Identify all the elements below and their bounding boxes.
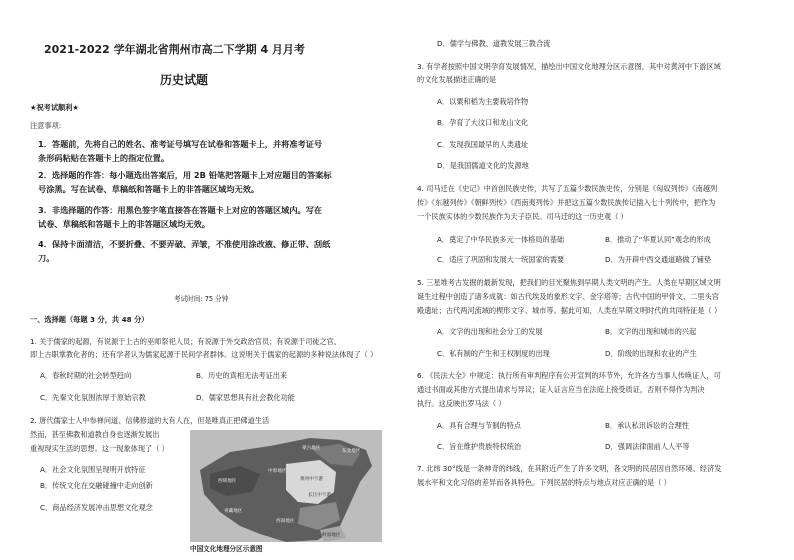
q2-option-d: D．儒学与佛教、道教发展三教合流	[437, 39, 551, 48]
exam-time: 考试时间: 75 分钟	[174, 295, 229, 303]
q1-option-a: A．春秋时期的社会转型趋向	[40, 371, 132, 380]
q6-line-1: 6. 《民法大全》中规定：执行所有审判程序有公开宣判的环节外，允许各方当事人传唤证人，可	[417, 371, 721, 380]
map-label-mongolia: 蒙古地区	[302, 446, 321, 451]
note-2-line-1: 2．选择题的作答：每小题选出答案后，用 2B 铅笔把答题卡上对应题目的答案标	[38, 170, 332, 180]
exam-title: 2021-2022 学年湖北省荆州市高二下学期 4 月月考	[44, 43, 305, 56]
note-1-line-1: 1．答题前，先将自己的姓名、准考证号填写在试卷和答题卡上，并将准考证号	[38, 139, 323, 149]
q2-line-2: 然而，甚至佛教和道教自身也逐渐发展出	[30, 430, 160, 439]
q6-option-d: D．强调法律面前人人平等	[605, 442, 690, 451]
note-3-line-2: 试卷、草稿纸和答题卡上的非答题区域均无效。	[38, 219, 210, 229]
q2-line-3: 重视现实生活的思想。这一现象体现了（ ）	[30, 444, 169, 453]
map-label-lingnan: 岭南地区	[322, 533, 341, 538]
q5-line-3: 殿遗址；古代两河流域的楔形文字、城市等。据此可知，人类在早期文明时代的共同特征是（ ）	[417, 306, 722, 315]
map-label-yangtze: 长江中下游	[308, 493, 331, 498]
q3-option-d: D．是我国儒道文化的发源地	[437, 161, 529, 170]
q6-option-b: B．承认私讯诉讼的合理性	[605, 421, 689, 430]
q2-option-c: C．商品经济发展冲击思想文化观念	[40, 503, 153, 512]
q2-option-a: A．社会文化氛围呈现明开放特征	[40, 465, 146, 474]
map-caption: 中国文化地理分区示意图	[190, 545, 263, 553]
map-label-northeast: 东北地区	[342, 449, 361, 454]
q1-line-2: 即上古职掌教化者的；还有学者认为儒家起源于民间学者群体。这说明关于儒家的起源的多种说法体现了（ ）	[30, 350, 378, 359]
q5-option-c: C．私有制的产生和王权制度的出现	[437, 349, 550, 358]
q3-option-b: B．孕育了大汶口和龙山文化	[437, 118, 529, 127]
q6-line-3: 执行。这反映出罗马法（ ）	[417, 399, 506, 408]
good-luck-line: ★祝考试顺利★	[30, 103, 79, 112]
q2-option-b: B．传统文化在交融碰撞中走向创新	[40, 481, 153, 490]
note-4-line-1: 4．保持卡面清洁，不要折叠、不要弄破、弄皱，不准使用涂改液、修正带、刮纸	[38, 239, 331, 249]
note-4-line-2: 刀。	[38, 253, 55, 263]
map-label-yellow-river: 黄河中下游	[300, 477, 323, 482]
q3-line-1: 3. 有学者按照中国文明孕育发展情况，描绘出中国文化地理分区示意图，其中对黄河中下游区域	[417, 62, 721, 71]
exam-subtitle: 历史试题	[160, 73, 209, 87]
q7-line-1: 7. 北纬 30°线是一条神奇的纬线，在其附近产生了许多文明，各文明的民居因自然环境、经济发	[417, 464, 722, 473]
q4-option-a: A．奠定了中华民族多元一体格局的基础	[437, 235, 565, 244]
note-1-line-2: 条形码粘贴在答题卡上的指定位置。	[38, 153, 170, 163]
q7-line-2: 展水平和文化习俗的差异而各具特色。下列民居的特点与地点对应正确的是（ ）	[417, 478, 671, 487]
note-2-line-2: 号涂黑。写在试卷、草稿纸和答题卡上的非答题区域均无效。	[38, 184, 260, 194]
note-3-line-1: 3．非选择题的作答：用黑色签字笔直接答在答题卡上对应的答题区域内。写在	[38, 205, 323, 215]
q3-line-2: 的文化发展描述正确的是	[417, 75, 497, 84]
q4-line-1: 4. 司马迁在《史记》中首创民族史传，共写了五篇少数民族史传，分别是《匈奴列传》《南越列	[417, 184, 718, 193]
map-label-southwest: 西南地区	[276, 519, 295, 524]
china-culture-map	[190, 430, 382, 542]
map-label-qinghai-tibet: 青藏地区	[224, 509, 243, 514]
q6-option-c: C．旨在维护贵族特权统治	[437, 442, 522, 451]
q2-line-1: 2. 唐代儒家士人中参禅问道、信佛修道的大有人在，但是唯真正把佛道生活	[30, 416, 270, 425]
q4-line-3: 一个民族实体的少数民族作为天子臣民。司马迁的这一历史观（ ）	[417, 212, 628, 221]
q3-option-c: C．发现我国最早的人类遗址	[437, 140, 529, 149]
q3-option-a: A．以粟和稻为主要栽培作物	[437, 97, 529, 106]
q1-option-d: D．儒家思想具有社会教化功能	[196, 393, 295, 402]
q1-option-c: C．先秦文化氛围浓厚于原始宗教	[40, 393, 146, 402]
q4-option-b: B．推动了“华夏认同”观念的形成	[605, 235, 711, 244]
q5-line-2: 诞生过程中创造了诸多成就：如古代埃及的象形文字、金字塔等；古代中国的甲骨文、二里头宫	[417, 292, 719, 301]
map-label-western-regions: 西域地区	[218, 479, 237, 484]
q1-line-1: 1. 关于儒家的起源，有说源于上古的巫师祭祀人员；有说源于外交政治官员；有说源于司徒之官，	[30, 337, 342, 346]
map-label-central-plains: 中原地区	[268, 469, 287, 474]
notes-heading: 注意事项:	[30, 121, 62, 130]
q5-option-d: D．阶级的出现和农业的产生	[605, 349, 697, 358]
q6-line-2: 通过书面或其他方式提出请求与异议；证人证言应当在法庭上接受质证，否则不得作为判决	[417, 385, 705, 394]
q4-line-2: 传》《东越列传》《朝鲜列传》《西南夷列传》并把这五篇少数民族传记插入七十列传中，把作为	[417, 198, 716, 207]
map-graphic	[190, 430, 382, 542]
q6-option-a: A．具有合理与节制的特点	[437, 421, 521, 430]
q5-line-1: 5. 三星堆考古发掘的最新发现，把我们的目光聚焦到早期人类文明的产生。人类在早期区域文明	[417, 278, 721, 287]
right-column	[397, 0, 794, 560]
q5-option-b: B．文字的出现和城市的兴起	[605, 327, 697, 336]
q1-option-b: B．历史的真相无法考证出来	[196, 371, 288, 380]
q5-option-a: A．文字的出现和社会分工的发展	[437, 327, 543, 336]
q4-option-d: D．为开辟中西交通道路做了铺垫	[605, 255, 712, 264]
q4-option-c: C．适应了巩固和发展大一统国家的需要	[437, 255, 565, 264]
section-heading: 一、选择题（每题 3 分，共 48 分）	[30, 315, 149, 324]
